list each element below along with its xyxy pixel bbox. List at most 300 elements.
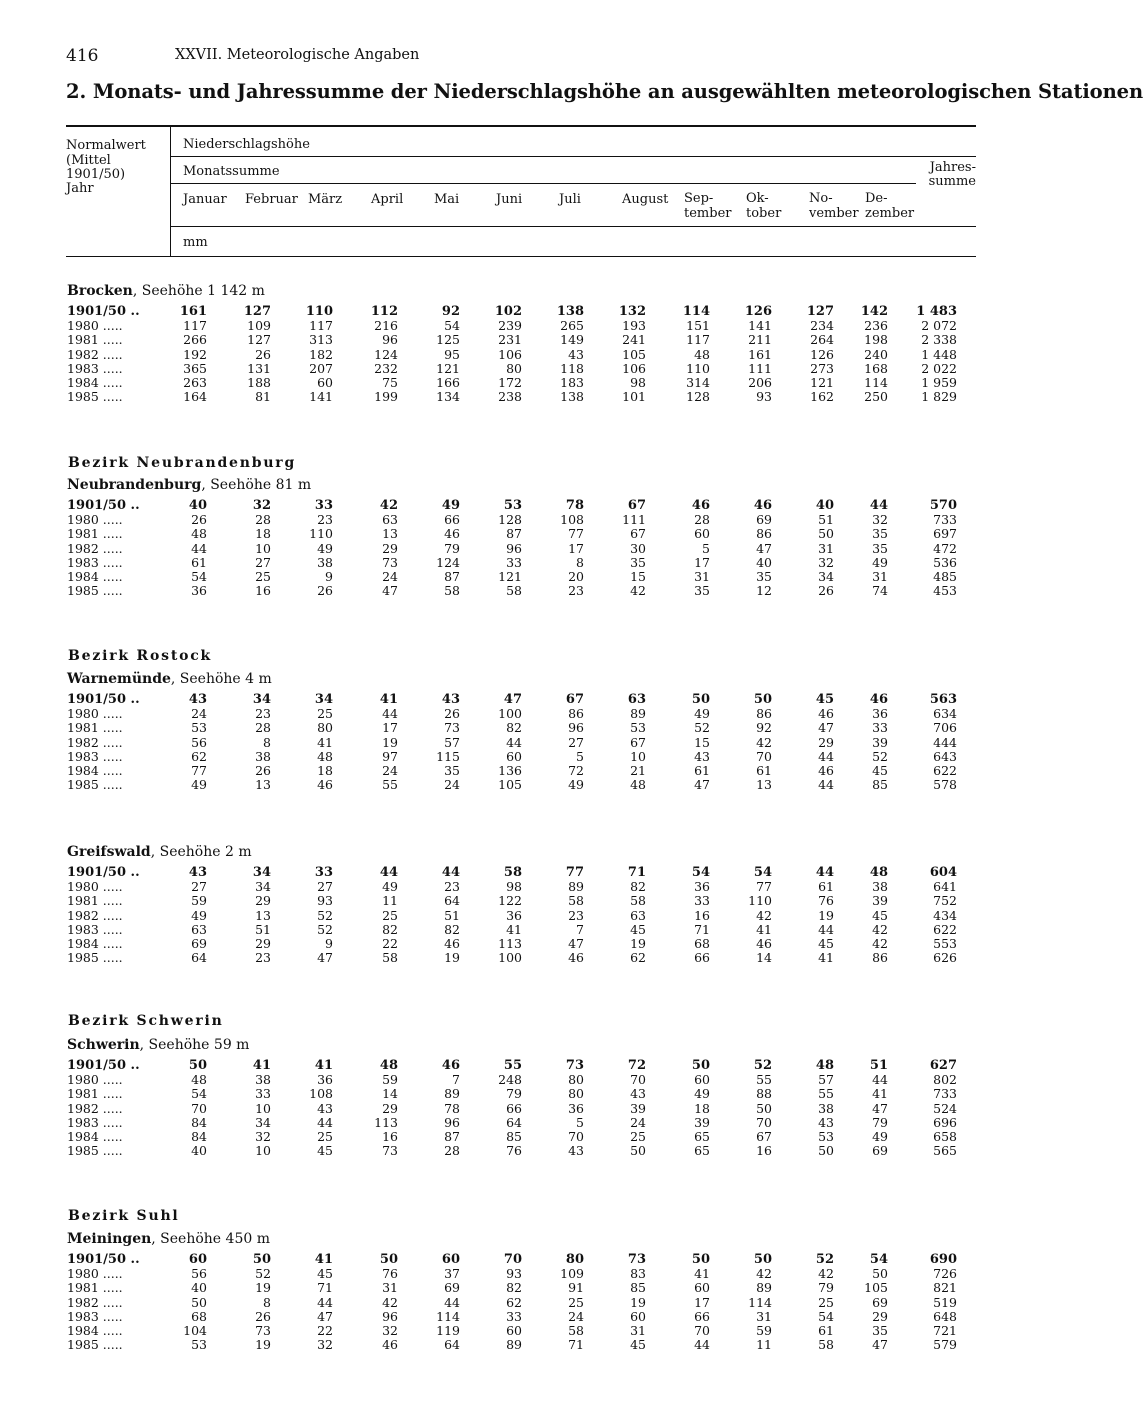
month-value-cell: 70 <box>756 1114 772 1130</box>
month-value-cell: 43 <box>568 1143 584 1159</box>
month-value-cell: 51 <box>818 512 834 528</box>
month-value-cell: 23 <box>255 950 271 966</box>
district-heading: Bezirk Neubrandenburg <box>68 455 297 471</box>
month-value-cell: 43 <box>188 692 207 707</box>
month-value-cell: 50 <box>753 1252 772 1267</box>
annual-total-cell: 1 483 <box>916 304 957 319</box>
month-value-cell: 73 <box>382 554 398 570</box>
month-value-cell: 19 <box>630 1294 646 1310</box>
row-year-label: 1901/50 .. <box>67 498 140 513</box>
month-value-cell: 46 <box>756 936 772 951</box>
month-value-cell: 49 <box>872 1129 888 1144</box>
month-value-cell: 58 <box>382 950 398 966</box>
month-value-cell: 250 <box>864 389 888 405</box>
month-value-cell: 57 <box>444 734 460 750</box>
table-row <box>0 527 1024 541</box>
annual-total-cell: 802 <box>933 1072 957 1088</box>
month-value-cell: 25 <box>317 1129 333 1144</box>
month-value-cell: 11 <box>382 893 398 909</box>
month-value-cell: 206 <box>748 375 772 390</box>
month-value-cell: 31 <box>694 569 710 584</box>
month-value-cell: 42 <box>756 907 772 923</box>
month-value-cell: 127 <box>243 304 271 319</box>
month-value-cell: 101 <box>622 389 646 405</box>
month-value-cell: 30 <box>630 540 646 556</box>
month-value-cell: 53 <box>191 720 207 736</box>
table-row <box>0 1059 1024 1073</box>
row-year-label: 1982 ..... <box>67 907 123 923</box>
month-value-cell: 35 <box>872 540 888 556</box>
month-value-cell: 10 <box>255 1143 271 1159</box>
table-row <box>0 693 1024 707</box>
annual-total-cell: 721 <box>933 1323 957 1338</box>
month-value-cell: 13 <box>255 777 271 793</box>
month-value-cell: 58 <box>630 893 646 909</box>
month-value-cell: 52 <box>753 1058 772 1073</box>
month-value-cell: 71 <box>317 1280 333 1296</box>
month-value-cell: 141 <box>309 389 333 405</box>
month-value-cell: 77 <box>565 865 584 880</box>
month-value-cell: 84 <box>191 1114 207 1130</box>
month-value-cell: 26 <box>444 706 460 722</box>
month-value-cell: 82 <box>630 879 646 895</box>
month-value-cell: 55 <box>503 1058 522 1073</box>
month-value-cell: 63 <box>630 907 646 923</box>
month-value-cell: 211 <box>748 332 772 348</box>
month-value-cell: 70 <box>694 1323 710 1338</box>
month-header-10-line-2: tober <box>746 206 782 221</box>
month-value-cell: 134 <box>436 389 460 405</box>
row-year-label: 1981 ..... <box>67 526 123 542</box>
month-value-cell: 36 <box>694 879 710 895</box>
month-value-cell: 89 <box>756 1280 772 1296</box>
table-row <box>0 880 1024 894</box>
month-value-cell: 70 <box>191 1100 207 1116</box>
month-value-cell: 19 <box>630 936 646 951</box>
month-value-cell: 48 <box>630 777 646 793</box>
annual-total-cell: 627 <box>929 1058 957 1073</box>
month-value-cell: 73 <box>255 1323 271 1338</box>
month-value-cell: 33 <box>872 720 888 736</box>
month-header-9-line-2: tember <box>684 206 732 221</box>
month-value-cell: 198 <box>864 332 888 348</box>
row-year-label: 1980 ..... <box>67 318 123 334</box>
month-value-cell: 79 <box>444 540 460 556</box>
month-value-cell: 59 <box>382 1072 398 1088</box>
row-year-label: 1983 ..... <box>67 1114 123 1130</box>
month-value-cell: 50 <box>753 692 772 707</box>
month-value-cell: 98 <box>630 375 646 390</box>
month-value-cell: 79 <box>872 1114 888 1130</box>
month-value-cell: 48 <box>694 346 710 362</box>
month-value-cell: 21 <box>630 763 646 778</box>
station-heading <box>67 844 252 860</box>
table-row <box>0 556 1024 570</box>
month-value-cell: 33 <box>506 1308 522 1324</box>
month-value-cell: 104 <box>183 1323 207 1338</box>
month-value-cell: 82 <box>506 1280 522 1296</box>
month-value-cell: 53 <box>503 498 522 513</box>
month-header-9-line-1: Sep- <box>684 191 714 206</box>
month-value-cell: 142 <box>860 304 888 319</box>
row-year-label: 1982 ..... <box>67 346 123 362</box>
station-heading <box>67 1231 270 1247</box>
month-value-cell: 85 <box>872 777 888 793</box>
month-value-cell: 84 <box>191 1129 207 1144</box>
month-value-cell: 14 <box>382 1086 398 1102</box>
table-row <box>0 1267 1024 1281</box>
month-value-cell: 54 <box>818 1308 834 1324</box>
month-value-cell: 50 <box>691 692 710 707</box>
row-year-label: 1901/50 .. <box>67 692 140 707</box>
table-row <box>0 923 1024 937</box>
month-header-11-line-1: No- <box>809 191 833 206</box>
month-value-cell: 71 <box>568 1337 584 1353</box>
month-value-cell: 61 <box>191 554 207 570</box>
district-heading: Bezirk Suhl <box>68 1208 180 1224</box>
month-value-cell: 26 <box>255 763 271 778</box>
row-year-label: 1983 ..... <box>67 360 123 376</box>
month-value-cell: 42 <box>872 936 888 951</box>
row-year-label: 1980 ..... <box>67 1072 123 1088</box>
row-year-label: 1985 ..... <box>67 950 123 966</box>
month-value-cell: 86 <box>756 526 772 542</box>
month-value-cell: 44 <box>317 1294 333 1310</box>
annual-total-cell: 733 <box>933 1086 957 1102</box>
row-year-label: 1981 ..... <box>67 1086 123 1102</box>
month-value-cell: 41 <box>506 921 522 937</box>
month-value-cell: 41 <box>252 1058 271 1073</box>
month-value-cell: 28 <box>255 512 271 528</box>
station-heading <box>67 283 265 299</box>
month-header-7-line-1: Juli <box>559 192 581 207</box>
month-value-cell: 28 <box>694 512 710 528</box>
month-header-11-line-2: vember <box>809 206 859 221</box>
month-value-cell: 44 <box>317 1114 333 1130</box>
table-row <box>0 1324 1024 1338</box>
station-name: Meiningen <box>67 1231 152 1247</box>
month-value-cell: 91 <box>568 1280 584 1296</box>
annual-total-cell: 565 <box>933 1143 957 1159</box>
row-year-label: 1985 ..... <box>67 777 123 793</box>
month-value-cell: 18 <box>255 526 271 542</box>
month-value-cell: 33 <box>314 865 333 880</box>
month-value-cell: 25 <box>317 706 333 722</box>
month-value-cell: 42 <box>818 1266 834 1282</box>
month-value-cell: 73 <box>444 720 460 736</box>
month-value-cell: 45 <box>872 907 888 923</box>
month-value-cell: 105 <box>498 777 522 793</box>
month-value-cell: 5 <box>576 1114 584 1130</box>
month-value-cell: 85 <box>630 1280 646 1296</box>
month-value-cell: 38 <box>255 1072 271 1088</box>
month-value-cell: 53 <box>630 720 646 736</box>
month-value-cell: 39 <box>872 893 888 909</box>
month-value-cell: 34 <box>255 1114 271 1130</box>
month-value-cell: 22 <box>317 1323 333 1338</box>
month-value-cell: 118 <box>560 360 584 376</box>
station-heading <box>67 1037 249 1053</box>
month-value-cell: 117 <box>686 332 710 348</box>
month-value-cell: 60 <box>694 526 710 542</box>
month-value-cell: 75 <box>382 375 398 390</box>
month-value-cell: 15 <box>694 734 710 750</box>
month-value-cell: 98 <box>506 879 522 895</box>
month-value-cell: 58 <box>506 583 522 599</box>
month-value-cell: 50 <box>188 1058 207 1073</box>
month-value-cell: 47 <box>382 583 398 599</box>
month-value-cell: 80 <box>506 360 522 376</box>
annual-total-cell: 821 <box>933 1280 957 1296</box>
month-value-cell: 46 <box>568 950 584 966</box>
month-value-cell: 42 <box>872 921 888 937</box>
month-value-cell: 49 <box>382 879 398 895</box>
month-value-cell: 67 <box>630 526 646 542</box>
row-year-label: 1984 ..... <box>67 569 123 584</box>
stub-head-line-3: 1901/50) <box>66 167 126 182</box>
month-value-cell: 141 <box>748 318 772 334</box>
annual-total-cell: 1 959 <box>921 375 957 390</box>
month-value-cell: 24 <box>191 706 207 722</box>
month-value-cell: 53 <box>818 1129 834 1144</box>
month-value-cell: 41 <box>379 692 398 707</box>
month-value-cell: 48 <box>379 1058 398 1073</box>
month-value-cell: 80 <box>568 1086 584 1102</box>
month-value-cell: 105 <box>622 346 646 362</box>
annual-total-cell: 519 <box>933 1294 957 1310</box>
month-value-cell: 58 <box>568 893 584 909</box>
month-value-cell: 313 <box>309 332 333 348</box>
month-header-8-line-1: August <box>622 192 669 207</box>
month-value-cell: 43 <box>694 748 710 764</box>
month-value-cell: 32 <box>252 498 271 513</box>
month-value-cell: 70 <box>630 1072 646 1088</box>
row-year-label: 1984 ..... <box>67 936 123 951</box>
month-value-cell: 31 <box>818 540 834 556</box>
month-value-cell: 86 <box>872 950 888 966</box>
month-value-cell: 67 <box>565 692 584 707</box>
month-value-cell: 64 <box>444 1337 460 1353</box>
month-value-cell: 49 <box>191 907 207 923</box>
month-value-cell: 66 <box>694 950 710 966</box>
annual-total-cell: 563 <box>929 692 957 707</box>
month-header-4-line-1: April <box>371 192 404 207</box>
month-value-cell: 106 <box>498 346 522 362</box>
month-value-cell: 110 <box>686 360 710 376</box>
row-year-label: 1983 ..... <box>67 921 123 937</box>
month-value-cell: 50 <box>252 1252 271 1267</box>
month-value-cell: 115 <box>436 748 460 764</box>
month-value-cell: 138 <box>556 304 584 319</box>
month-value-cell: 49 <box>568 777 584 793</box>
month-value-cell: 124 <box>374 346 398 362</box>
month-value-cell: 39 <box>872 734 888 750</box>
month-value-cell: 58 <box>444 583 460 599</box>
row-year-label: 1901/50 .. <box>67 1058 140 1073</box>
month-value-cell: 138 <box>560 389 584 405</box>
month-value-cell: 114 <box>748 1294 772 1310</box>
month-value-cell: 26 <box>818 583 834 599</box>
table-row <box>0 1310 1024 1324</box>
annual-total-cell: 1 448 <box>921 346 957 362</box>
month-value-cell: 25 <box>568 1294 584 1310</box>
month-value-cell: 33 <box>694 893 710 909</box>
month-value-cell: 69 <box>444 1280 460 1296</box>
month-value-cell: 26 <box>255 346 271 362</box>
month-value-cell: 44 <box>818 921 834 937</box>
row-year-label: 1982 ..... <box>67 734 123 750</box>
month-value-cell: 70 <box>503 1252 522 1267</box>
month-header-2-line-1: Februar <box>245 192 298 207</box>
month-value-cell: 50 <box>756 1100 772 1116</box>
month-value-cell: 124 <box>436 554 460 570</box>
month-value-cell: 365 <box>183 360 207 376</box>
month-value-cell: 23 <box>568 583 584 599</box>
table-row <box>0 750 1024 764</box>
month-value-cell: 183 <box>560 375 584 390</box>
month-value-cell: 31 <box>382 1280 398 1296</box>
month-value-cell: 82 <box>506 720 522 736</box>
month-value-cell: 73 <box>382 1143 398 1159</box>
station-name: Schwerin <box>67 1037 140 1053</box>
row-year-label: 1985 ..... <box>67 1337 123 1353</box>
month-value-cell: 35 <box>872 1323 888 1338</box>
month-value-cell: 38 <box>317 554 333 570</box>
month-value-cell: 265 <box>560 318 584 334</box>
month-value-cell: 54 <box>691 865 710 880</box>
station-heading <box>67 671 272 687</box>
month-value-cell: 56 <box>191 1266 207 1282</box>
month-value-cell: 52 <box>872 748 888 764</box>
month-header-3-line-1: März <box>308 192 343 207</box>
month-value-cell: 86 <box>568 706 584 722</box>
month-value-cell: 54 <box>753 865 772 880</box>
month-value-cell: 17 <box>382 720 398 736</box>
month-value-cell: 96 <box>506 540 522 556</box>
month-value-cell: 40 <box>191 1143 207 1159</box>
month-value-cell: 40 <box>756 554 772 570</box>
month-value-cell: 46 <box>441 1058 460 1073</box>
month-value-cell: 40 <box>815 498 834 513</box>
month-value-cell: 43 <box>568 346 584 362</box>
month-value-cell: 46 <box>382 1337 398 1353</box>
month-value-cell: 45 <box>630 921 646 937</box>
month-value-cell: 193 <box>622 318 646 334</box>
table-row <box>0 1296 1024 1310</box>
annual-total-cell: 622 <box>933 763 957 778</box>
month-value-cell: 166 <box>436 375 460 390</box>
month-value-cell: 79 <box>818 1280 834 1296</box>
month-value-cell: 32 <box>382 1323 398 1338</box>
month-value-cell: 64 <box>191 950 207 966</box>
month-value-cell: 56 <box>191 734 207 750</box>
month-value-cell: 62 <box>506 1294 522 1310</box>
month-value-cell: 24 <box>382 763 398 778</box>
month-value-cell: 15 <box>630 569 646 584</box>
month-value-cell: 92 <box>441 304 460 319</box>
month-value-cell: 47 <box>756 540 772 556</box>
month-value-cell: 77 <box>568 526 584 542</box>
month-value-cell: 44 <box>872 1072 888 1088</box>
month-value-cell: 64 <box>506 1114 522 1130</box>
month-value-cell: 42 <box>630 583 646 599</box>
month-value-cell: 161 <box>179 304 207 319</box>
month-value-cell: 58 <box>818 1337 834 1353</box>
month-value-cell: 46 <box>691 498 710 513</box>
annual-total-cell: 752 <box>933 893 957 909</box>
month-value-cell: 61 <box>694 763 710 778</box>
month-value-cell: 8 <box>576 554 584 570</box>
month-value-cell: 60 <box>506 748 522 764</box>
month-value-cell: 24 <box>568 1308 584 1324</box>
month-value-cell: 131 <box>247 360 271 376</box>
table-row <box>0 362 1024 376</box>
table-row <box>0 570 1024 584</box>
annual-total-cell: 2 338 <box>921 332 957 348</box>
month-value-cell: 46 <box>818 706 834 722</box>
month-value-cell: 47 <box>317 950 333 966</box>
month-value-cell: 232 <box>374 360 398 376</box>
month-value-cell: 31 <box>756 1308 772 1324</box>
month-value-cell: 44 <box>506 734 522 750</box>
month-value-cell: 51 <box>869 1058 888 1073</box>
month-value-cell: 69 <box>191 936 207 951</box>
annual-total-cell: 434 <box>933 907 957 923</box>
head-bottom-rule <box>66 256 976 257</box>
month-value-cell: 65 <box>694 1143 710 1159</box>
month-value-cell: 77 <box>191 763 207 778</box>
month-value-cell: 46 <box>818 763 834 778</box>
table-row <box>0 1281 1024 1295</box>
month-value-cell: 41 <box>756 921 772 937</box>
annual-total-cell: 696 <box>933 1114 957 1130</box>
month-value-cell: 13 <box>255 907 271 923</box>
row-year-label: 1985 ..... <box>67 1143 123 1159</box>
month-value-cell: 62 <box>191 748 207 764</box>
month-value-cell: 27 <box>317 879 333 895</box>
month-value-cell: 32 <box>255 1129 271 1144</box>
month-value-cell: 263 <box>183 375 207 390</box>
month-value-cell: 114 <box>436 1308 460 1324</box>
month-value-cell: 26 <box>255 1308 271 1324</box>
month-value-cell: 45 <box>317 1143 333 1159</box>
month-value-cell: 47 <box>818 720 834 736</box>
month-value-cell: 42 <box>379 498 398 513</box>
annual-total-cell: 634 <box>933 706 957 722</box>
month-value-cell: 182 <box>309 346 333 362</box>
month-value-cell: 76 <box>382 1266 398 1282</box>
month-header-12-line-1: De- <box>865 191 888 206</box>
month-value-cell: 49 <box>317 540 333 556</box>
month-value-cell: 55 <box>818 1086 834 1102</box>
month-value-cell: 72 <box>627 1058 646 1073</box>
table-row <box>0 866 1024 880</box>
month-value-cell: 16 <box>694 907 710 923</box>
table-row <box>0 1102 1024 1116</box>
month-value-cell: 10 <box>630 748 646 764</box>
month-value-cell: 29 <box>382 540 398 556</box>
month-value-cell: 93 <box>317 893 333 909</box>
month-value-cell: 14 <box>756 950 772 966</box>
district-heading: Bezirk Rostock <box>68 648 213 664</box>
month-value-cell: 52 <box>815 1252 834 1267</box>
month-value-cell: 39 <box>694 1114 710 1130</box>
stub-head-line-2: (Mittel <box>66 153 111 168</box>
station-elevation: , Seehöhe 450 m <box>151 1231 270 1247</box>
month-value-cell: 87 <box>506 526 522 542</box>
station-name: Neubrandenburg <box>67 477 202 493</box>
table-row <box>0 542 1024 556</box>
